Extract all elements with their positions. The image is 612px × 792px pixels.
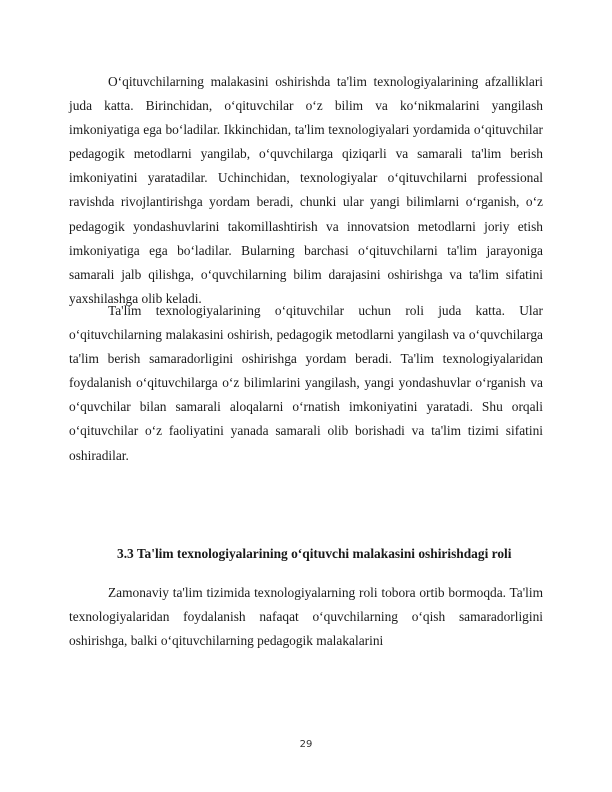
section-paragraph: Zamonaviy ta'lim tizimida texnologiyalarning roli tobora ortib bormoqda. Ta'lim texnologiyalaridan foydalanish nafaqat o‘quvchilarning o‘qish samaradorligini oshirishga, balki o‘qituvchilarning pedagogik malakalarini <box>69 585 543 649</box>
section-heading: 3.3 Ta'lim texnologiyalarining o‘qituvchi malakasini oshirishdagi roli <box>117 546 512 561</box>
page-number: 29 <box>299 739 313 750</box>
body-paragraph: Ta'lim texnologiyalarining o‘qituvchilar uchun roli juda katta. Ular o‘qituvchilarning malakasini oshirish, pedagogik metodlarni yangilash va o‘quvchilarga ta'lim berish samaradorligini oshirishga yordam beradi. Ta'lim texnologiyalaridan foydalanish o‘qituvchilarga o‘z bilimlarini yangilash, yangi yondashuvlar o‘rganish va o‘quvchilar bilan samarali aloqalarni o‘rnatish imkoniyatini yaratadi. Shu orqali o‘qituvchilar o‘z faoliyatini yanada samarali olib borishadi va ta'lim tizimi sifatini oshiradilar. <box>69 303 543 463</box>
body-paragraph: O‘qituvchilarning malakasini oshirishda ta'lim texnologiyalarining afzalliklari juda katta. Birinchidan, o‘qituvchilar o‘z bilim va ko‘nikmalarini yangilash imkoniyatiga ega bo‘ladilar. Ikkinchidan, ta'lim texnologiyalari yordamida o‘qituvchilar pedagogik metodlarni yangilab, o‘quvchilarga qiziqarli va samarali ta'lim berish imkoniyatini yaratadilar. Uchinchidan, texnologiyalar o‘qituvchilarni professional ravishda rivojlantirishga yordam beradi, chunki ular yangi bilimlarni o‘rganish, o‘z pedagogik yondashuvlarini takomillashtirish va innovatsion metodlarni joriy etish imkoniyatiga ega bo‘ladilar. Bularning barchasi o‘qituvchilarni ta'lim jarayoniga samarali jalb qilishga, o‘quvchilarning bilim darajasini oshirishga va ta'lim sifatini yaxshilashga olib keladi. <box>69 74 543 306</box>
